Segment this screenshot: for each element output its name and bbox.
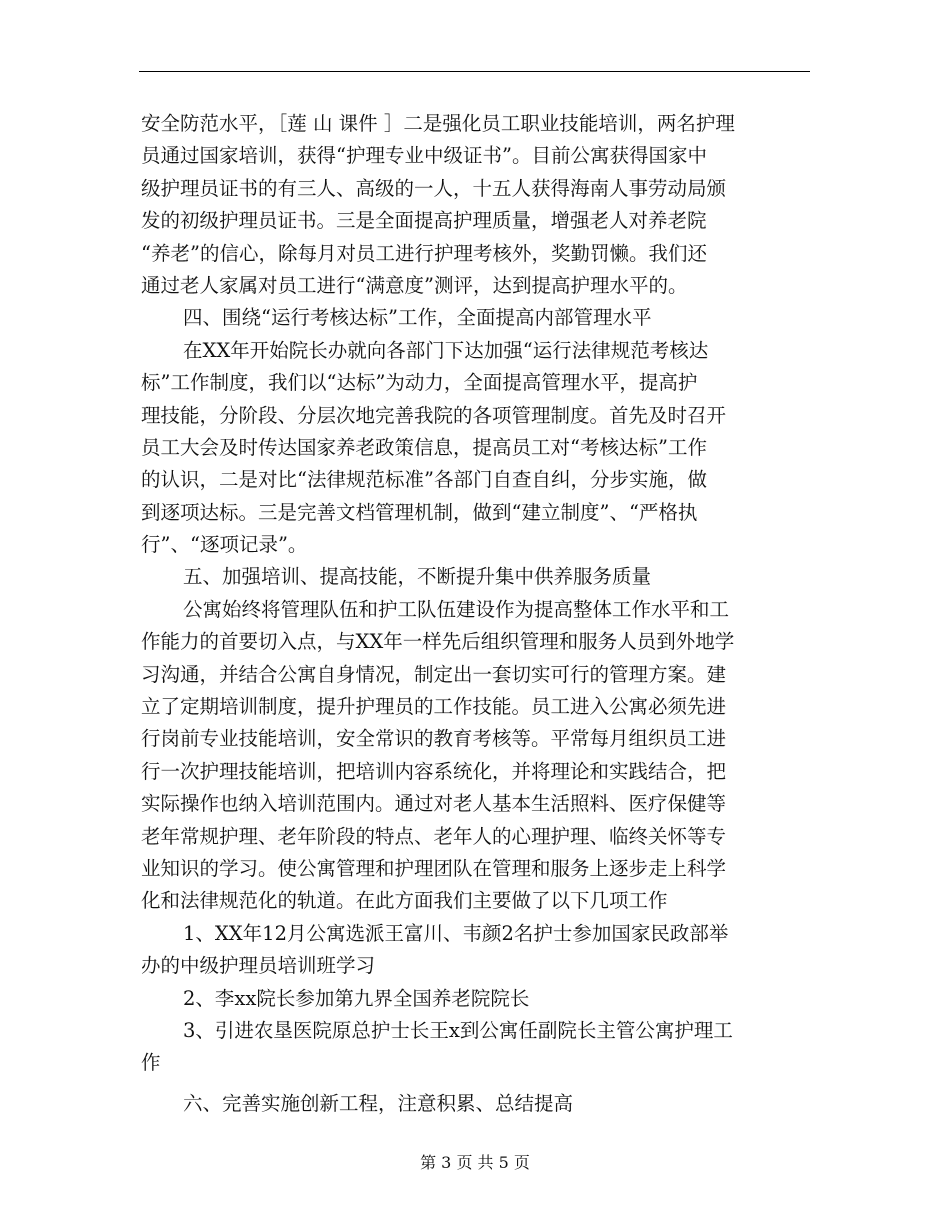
text-line: 标”工作制度，我们以“达标”为动力，全面提高管理水平，提高护 xyxy=(141,371,698,395)
text-line: 作 xyxy=(141,1051,161,1075)
text-line: 化和法律规范化的轨道。在此方面我们主要做了以下几项工作 xyxy=(141,889,668,913)
text-line: 习沟通，并结合公寓自身情况，制定出一套切实可行的管理方案。建 xyxy=(141,662,727,686)
text-line: 作能力的首要切入点，与XX年一样先后组织管理和服务人员到外地学 xyxy=(141,630,735,654)
text-line: “养老”的信心，除每月对员工进行护理考核外，奖勤罚懒。我们还 xyxy=(141,241,707,265)
text-line: 行岗前专业技能培训，安全常识的教育考核等。平常每月组织员工进 xyxy=(141,727,727,751)
text-line: 发的初级护理员证书。三是全面提高护理质量，增强老人对养老院 xyxy=(141,209,707,233)
text-line: 立了定期培训制度，提升护理员的工作技能。员工进入公寓必须先进 xyxy=(141,695,727,719)
text-line: 六、完善实施创新工程，注意积累、总结提高 xyxy=(183,1091,574,1115)
document-body xyxy=(141,108,809,1120)
text-line: 通过老人家属对员工进行“满意度”测评，达到提高护理水平的。 xyxy=(141,273,688,297)
text-line: 在XX年开始院长办就向各部门下达加强“运行法律规范考核达 xyxy=(183,338,709,362)
text-line: 老年常规护理、老年阶段的特点、老年人的心理护理、临终关怀等专 xyxy=(141,824,727,848)
text-line: 理技能，分阶段、分层次地完善我院的各项管理制度。首先及时召开 xyxy=(141,403,727,427)
header-rule xyxy=(139,71,810,72)
text-line: 的认识，二是对比“法律规范标准”各部门自查自纠，分步实施，做 xyxy=(141,468,707,492)
page-footer: 第 3 页 共 5 页 xyxy=(420,1153,530,1172)
text-line: 办的中级护理员培训班学习 xyxy=(141,954,376,978)
text-line: 级护理员证书的有三人、高级的一人，十五人获得海南人事劳动局颁 xyxy=(141,176,727,200)
text-line: 员工大会及时传达国家养老政策信息，提高员工对“考核达标”工作 xyxy=(141,435,707,459)
text-line: 员通过国家培训，获得“护理专业中级证书”。目前公寓获得国家中 xyxy=(141,144,707,168)
text-line: 业知识的学习。使公寓管理和护理团队在管理和服务上逐步走上科学 xyxy=(141,856,727,880)
text-line: 公寓始终将管理队伍和护工队伍建设作为提高整体工作水平和工 xyxy=(183,597,730,621)
text-line: 四、围绕“运行考核达标”工作，全面提高内部管理水平 xyxy=(183,306,652,330)
text-line: 到逐项达标。三是完善文档管理机制，做到“建立制度”、“严格执 xyxy=(141,500,698,524)
text-line: 行”、“逐项记录”。 xyxy=(141,533,308,557)
text-line: 1、XX年12月公寓选派王富川、韦颜2名护士参加国家民政部举 xyxy=(183,921,729,945)
text-line: 实际操作也纳入培训范围内。通过对老人基本生活照料、医疗保健等 xyxy=(141,792,727,816)
text-line: 安全防范水平，［莲 山 课件 ］二是强化员工职业技能培训，两名护理 xyxy=(141,112,735,135)
text-line: 五、加强培训、提高技能，不断提升集中供养服务质量 xyxy=(183,565,652,589)
text-line: 2、李xx院长参加第九界全国养老院院长 xyxy=(183,986,530,1010)
text-line: 行一次护理技能培训，把培训内容系统化，并将理论和实践结合，把 xyxy=(141,759,727,783)
text-line: 3、引进农垦医院原总护士长王x到公寓任副院长主管公寓护理工 xyxy=(183,1018,733,1042)
